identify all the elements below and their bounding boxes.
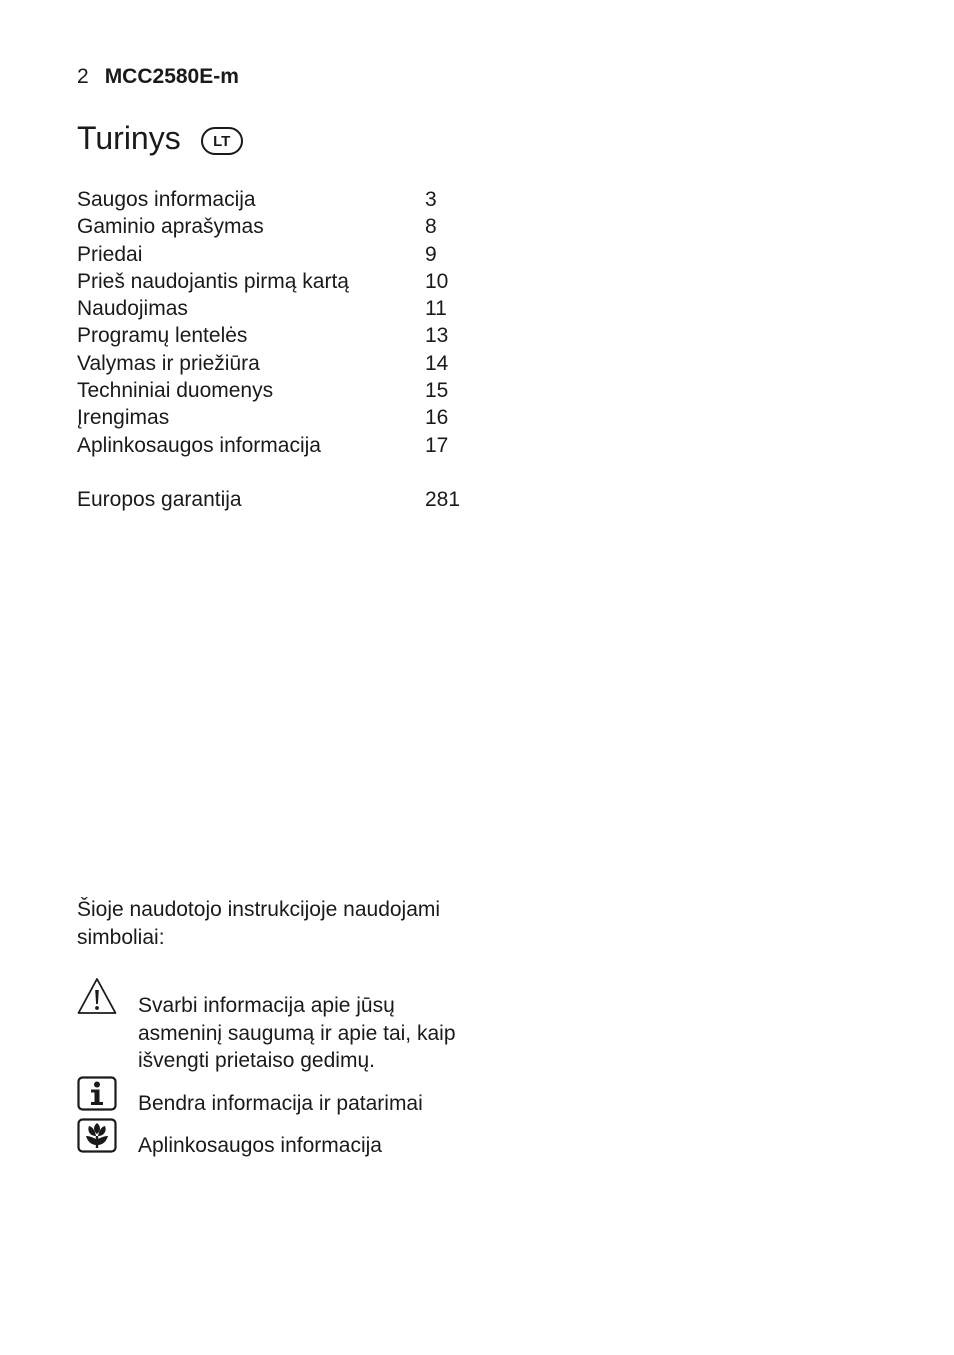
model-name: MCC2580E-m — [104, 65, 239, 88]
toc-entry-page: 10 — [425, 269, 449, 293]
symbols-intro: Šioje naudotojo instrukcijoje naudojami simboliai: — [77, 898, 441, 949]
toc-entry-label: Naudojimas — [77, 297, 188, 321]
page-title: Turinys — [77, 120, 181, 156]
toc-entry-before-first-use[interactable] — [77, 268, 497, 295]
toc-entry-page: 13 — [425, 324, 449, 348]
symbol-warning — [77, 977, 478, 1075]
symbol-environment — [77, 1118, 478, 1160]
toc-entry-usage[interactable] — [77, 295, 497, 322]
toc-entry-label: Įrengimas — [77, 406, 170, 430]
toc-entry-product-description[interactable] — [77, 213, 497, 240]
toc-entry-page: 15 — [425, 379, 449, 403]
toc-entry-page: 14 — [425, 351, 449, 375]
toc-entry-label: Programų lentelės — [77, 324, 248, 348]
table-of-contents — [77, 186, 497, 513]
toc-entry-page: 17 — [425, 433, 449, 457]
page-number: 2 — [77, 65, 89, 88]
toc-entry-label: Priedai — [77, 242, 143, 266]
toc-entry-cleaning[interactable] — [77, 350, 497, 377]
info-icon — [77, 1076, 117, 1116]
toc-entry-technical-data[interactable] — [77, 377, 497, 404]
toc-entry-label: Europos garantija — [77, 487, 242, 511]
toc-entry-label: Gaminio aprašymas — [77, 215, 264, 239]
warning-triangle-icon — [77, 977, 117, 1017]
toc-entry-european-guarantee[interactable] — [77, 486, 497, 513]
toc-entry-safety[interactable] — [77, 186, 497, 213]
toc-entry-program-tables[interactable] — [77, 322, 497, 349]
toc-entry-label: Prieš naudojantis pirmą kartą — [77, 269, 349, 293]
language-badge: LT — [201, 127, 243, 155]
title-row — [77, 118, 243, 158]
toc-entry-page: 11 — [425, 297, 447, 321]
toc-entry-label: Saugos informacija — [77, 188, 256, 211]
toc-entry-page: 3 — [425, 188, 437, 211]
toc-entry-accessories[interactable] — [77, 241, 497, 268]
toc-entry-installation[interactable] — [77, 404, 497, 431]
toc-entry-label: Valymas ir priežiūra — [77, 351, 260, 375]
page-header — [77, 64, 239, 90]
toc-spacer — [77, 459, 497, 486]
symbol-text: Aplinkosaugos informacija — [138, 1134, 382, 1157]
toc-entry-label: Techniniai duomenys — [77, 379, 274, 403]
toc-entry-page: 9 — [425, 242, 437, 266]
symbol-text: Bendra informacija ir patarimai — [138, 1092, 423, 1115]
toc-entry-label: Aplinkosaugos informacija — [77, 433, 321, 457]
toc-entry-page: 8 — [425, 215, 437, 239]
environment-flower-icon — [77, 1118, 117, 1158]
toc-entry-page: 281 — [425, 487, 461, 511]
symbol-text: Svarbi informacija apie jūsų asmeninį saugumą ir apie tai, kaip išvengti prietaiso gedimų. — [138, 994, 456, 1072]
toc-entry-environment[interactable] — [77, 432, 497, 459]
toc-entry-page: 16 — [425, 406, 449, 430]
symbol-info — [77, 1076, 478, 1118]
